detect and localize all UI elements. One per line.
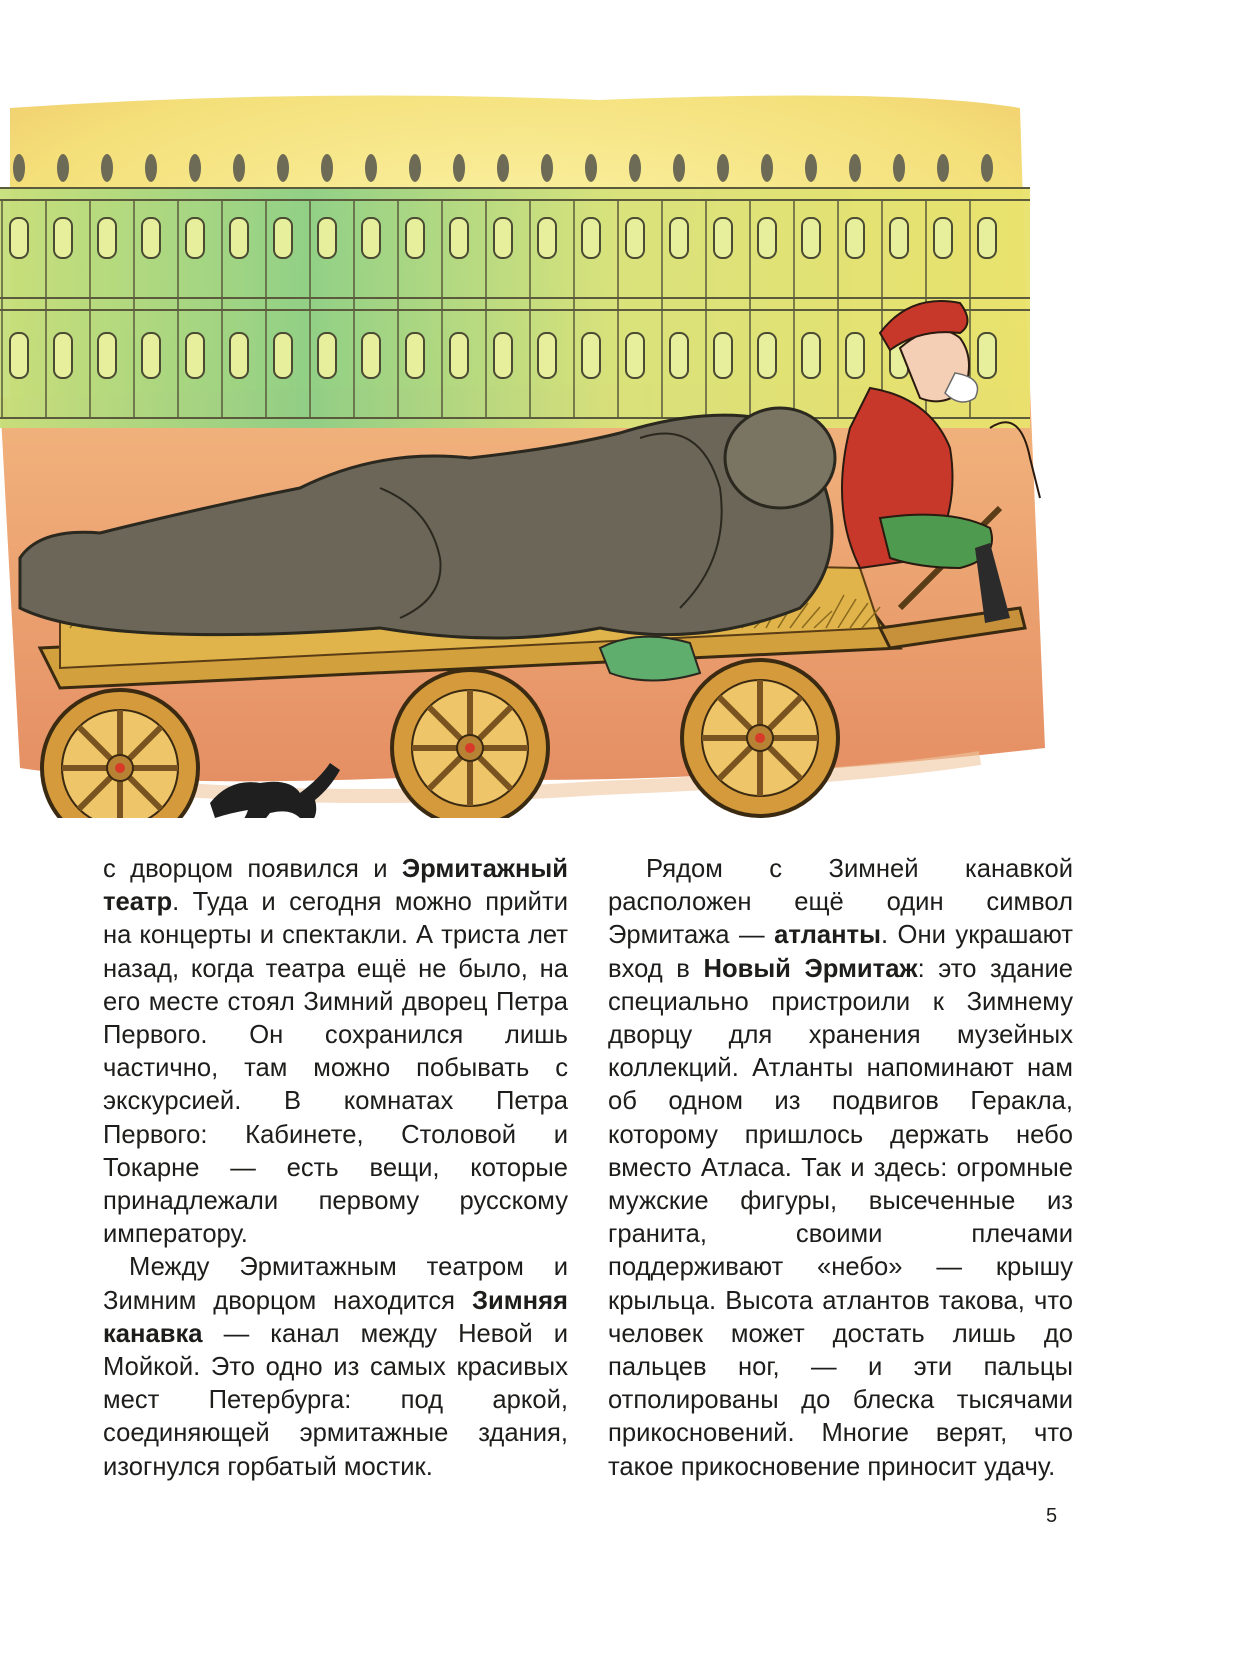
roof-statue-icon bbox=[365, 154, 377, 182]
roof-statue-icon bbox=[409, 154, 421, 182]
paragraph bbox=[103, 1251, 568, 1483]
term-atlantes: атланты bbox=[774, 921, 881, 950]
roof-statue-icon bbox=[13, 154, 25, 182]
roof-statue-icon bbox=[453, 154, 465, 182]
term-new-hermitage: Новый Эрмитаж bbox=[703, 954, 918, 983]
roof-statue-icon bbox=[717, 154, 729, 182]
right-column bbox=[608, 853, 1073, 1484]
left-column bbox=[103, 853, 568, 1484]
roof-statue-icon bbox=[277, 154, 289, 182]
page-number: 5 bbox=[1046, 1505, 1058, 1527]
paragraph bbox=[103, 853, 568, 1251]
text: . Туда и сегодня можно прийти на концерты и спектакли. А триста лет назад, когда театра ещё не было, на его месте стоял Зимний дворец Петра Первого. Он сохранился лишь частично, там можно побывать с экскурсией. В комнатах Петра Первого: Кабинете, Столовой и Токарне — есть вещи, которые принадлежали первому русскому императору. bbox=[103, 888, 568, 1249]
roof-statue-icon bbox=[321, 154, 333, 182]
term-hermitage-theatre: Эрмитажный театр bbox=[103, 855, 568, 917]
wooden-wheel-icon bbox=[392, 670, 548, 818]
text: — канал между Невой и Мойкой. Это одно из самых красивых мест Петербурга: под аркой, соединяющей эрмитажные здания, изогнулся горбатый мостик. bbox=[103, 1319, 568, 1481]
text: : это здание специально пристроили к Зимнему дворцу для хранения музейных коллекций. Атланты напоминают нам об одном из подвигов Геракла, которому пришлось держать небо вместо Атласа. Так и здесь: огромные мужские фигуры, высеченные из гранита, своими плечами поддерживают «небо» — крышу крыльца. Высота атлантов такова, что человек может достать лишь до пальцев ног, — и эти пальцы отполированы до блеска тысячами прикосновений. Многие верят, что такое прикосновение приносит удачу. bbox=[608, 954, 1074, 1481]
roof-statue-icon bbox=[541, 154, 553, 182]
roof-statue-icon bbox=[849, 154, 861, 182]
text: с дворцом появился и bbox=[103, 855, 402, 883]
roof-statue-icon bbox=[805, 154, 817, 182]
wooden-wheel-icon bbox=[682, 660, 838, 816]
text: Рядом с Зимней канавкой расположен ещё один символ Эрмитажа — bbox=[608, 855, 1073, 950]
palace-facade-icon bbox=[0, 154, 1030, 428]
roof-statue-icon bbox=[233, 154, 245, 182]
roof-statue-icon bbox=[761, 154, 773, 182]
term-winter-canal: Зимняя канавка bbox=[103, 1286, 568, 1348]
roof-statue-icon bbox=[101, 154, 113, 182]
roof-statue-icon bbox=[673, 154, 685, 182]
roof-statue-icon bbox=[893, 154, 905, 182]
roof-statue-icon bbox=[585, 154, 597, 182]
paragraph bbox=[608, 853, 1073, 1484]
roof-statue-icon bbox=[981, 154, 993, 182]
roof-statue-icon bbox=[497, 154, 509, 182]
roof-statue-icon bbox=[629, 154, 641, 182]
illustration bbox=[0, 88, 1070, 818]
roof-statue-icon bbox=[937, 154, 949, 182]
text: Между Эрмитажным театром и Зимним дворцом находится bbox=[103, 1253, 568, 1315]
roof-statue-icon bbox=[189, 154, 201, 182]
roof-statue-icon bbox=[145, 154, 157, 182]
text: . Они украшают вход в bbox=[608, 921, 1073, 983]
roof-statue-icon bbox=[57, 154, 69, 182]
